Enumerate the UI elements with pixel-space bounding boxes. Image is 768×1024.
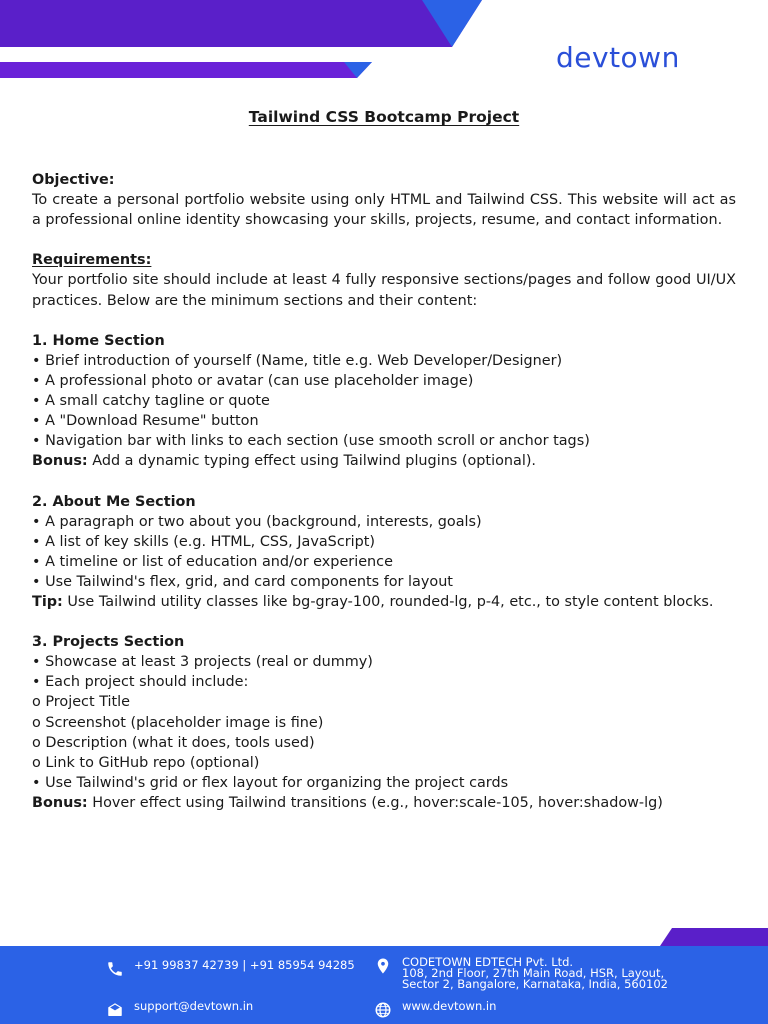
projects-bonus-note [32, 793, 736, 813]
note-label: Tip: [32, 593, 63, 610]
list-item: o Description (what it does, tools used) [32, 734, 315, 751]
note-text: Use Tailwind utility classes like bg-gray-100, rounded-lg, p-4, etc., to style content blocks. [62, 593, 714, 610]
objective-heading: Objective: [32, 172, 115, 188]
globe-icon [374, 1001, 392, 1019]
footer-website [374, 1001, 496, 1019]
home-section-heading: 1. Home Section [32, 332, 165, 349]
devtown-logo: devtown [556, 41, 680, 74]
projects-section-heading: 3. Projects Section [32, 634, 185, 651]
list-item: • A professional photo or avatar (can use placeholder image) [32, 372, 474, 389]
list-item: • A small catchy tagline or quote [32, 393, 270, 410]
address-line-2: Sector 2, Bangalore, Karnataka, India, 560102 [402, 977, 668, 991]
footer-phone [106, 960, 355, 978]
note-text: Hover effect using Tailwind transitions (e.g., hover:scale-105, hover:shadow-lg) [87, 794, 663, 811]
list-item: • Brief introduction of yourself (Name, title e.g. Web Developer/Designer) [32, 352, 563, 369]
objective-text: To create a personal portfolio website using only HTML and Tailwind CSS. This website will act as a professional online identity showcasing your skills, projects, resume, and contact information. [32, 192, 736, 229]
requirements-text: Your portfolio site should include at least 4 fully responsive sections/pages and follow good UI/UX practices. Below are the minimum sections and their content: [32, 272, 736, 309]
phone-icon [106, 960, 124, 978]
website-link[interactable]: www.devtown.in [402, 999, 497, 1013]
footer-address [374, 957, 668, 990]
email-address[interactable]: support@devtown.in [134, 999, 254, 1013]
list-item: o Link to GitHub repo (optional) [32, 754, 260, 771]
address-line-1: 108, 2nd Floor, 27th Main Road, HSR, Layout, [402, 966, 665, 980]
email-icon [106, 1001, 124, 1019]
note-label: Bonus: [32, 453, 88, 470]
list-item: • A "Download Resume" button [32, 413, 259, 430]
list-item: • Use Tailwind's flex, grid, and card components for layout [32, 573, 453, 590]
about-section-heading: 2. About Me Section [32, 493, 196, 510]
note-text: Add a dynamic typing effect using Tailwind plugins (optional). [87, 453, 537, 470]
header-band-top [0, 0, 482, 47]
list-item: • A list of key skills (e.g. HTML, CSS, JavaScript) [32, 533, 376, 550]
list-item: • A timeline or list of education and/or experience [32, 553, 393, 570]
location-pin-icon [374, 957, 392, 975]
list-item: o Project Title [32, 694, 131, 711]
phone-numbers: +91 99837 42739 | +91 85954 94285 [134, 958, 355, 972]
home-bonus-note [32, 451, 736, 471]
footer-email [106, 1001, 253, 1019]
note-label: Bonus: [32, 794, 88, 811]
list-item: • A paragraph or two about you (background, interests, goals) [32, 513, 482, 530]
list-item: o Screenshot (placeholder image is fine) [32, 714, 324, 731]
document-body [32, 170, 736, 813]
page-title: Tailwind CSS Bootcamp Project [248, 108, 520, 126]
list-item: • Use Tailwind's grid or flex layout for organizing the project cards [32, 774, 509, 791]
header-band-bottom [0, 62, 372, 78]
list-item: • Showcase at least 3 projects (real or dummy) [32, 654, 373, 671]
footer [0, 946, 768, 1024]
company-name: CODETOWN EDTECH Pvt. Ltd. [402, 955, 574, 969]
about-tip-note [32, 592, 736, 612]
list-item: • Navigation bar with links to each section (use smooth scroll or anchor tags) [32, 433, 590, 450]
requirements-heading: Requirements: [32, 252, 152, 269]
list-item: • Each project should include: [32, 674, 249, 691]
